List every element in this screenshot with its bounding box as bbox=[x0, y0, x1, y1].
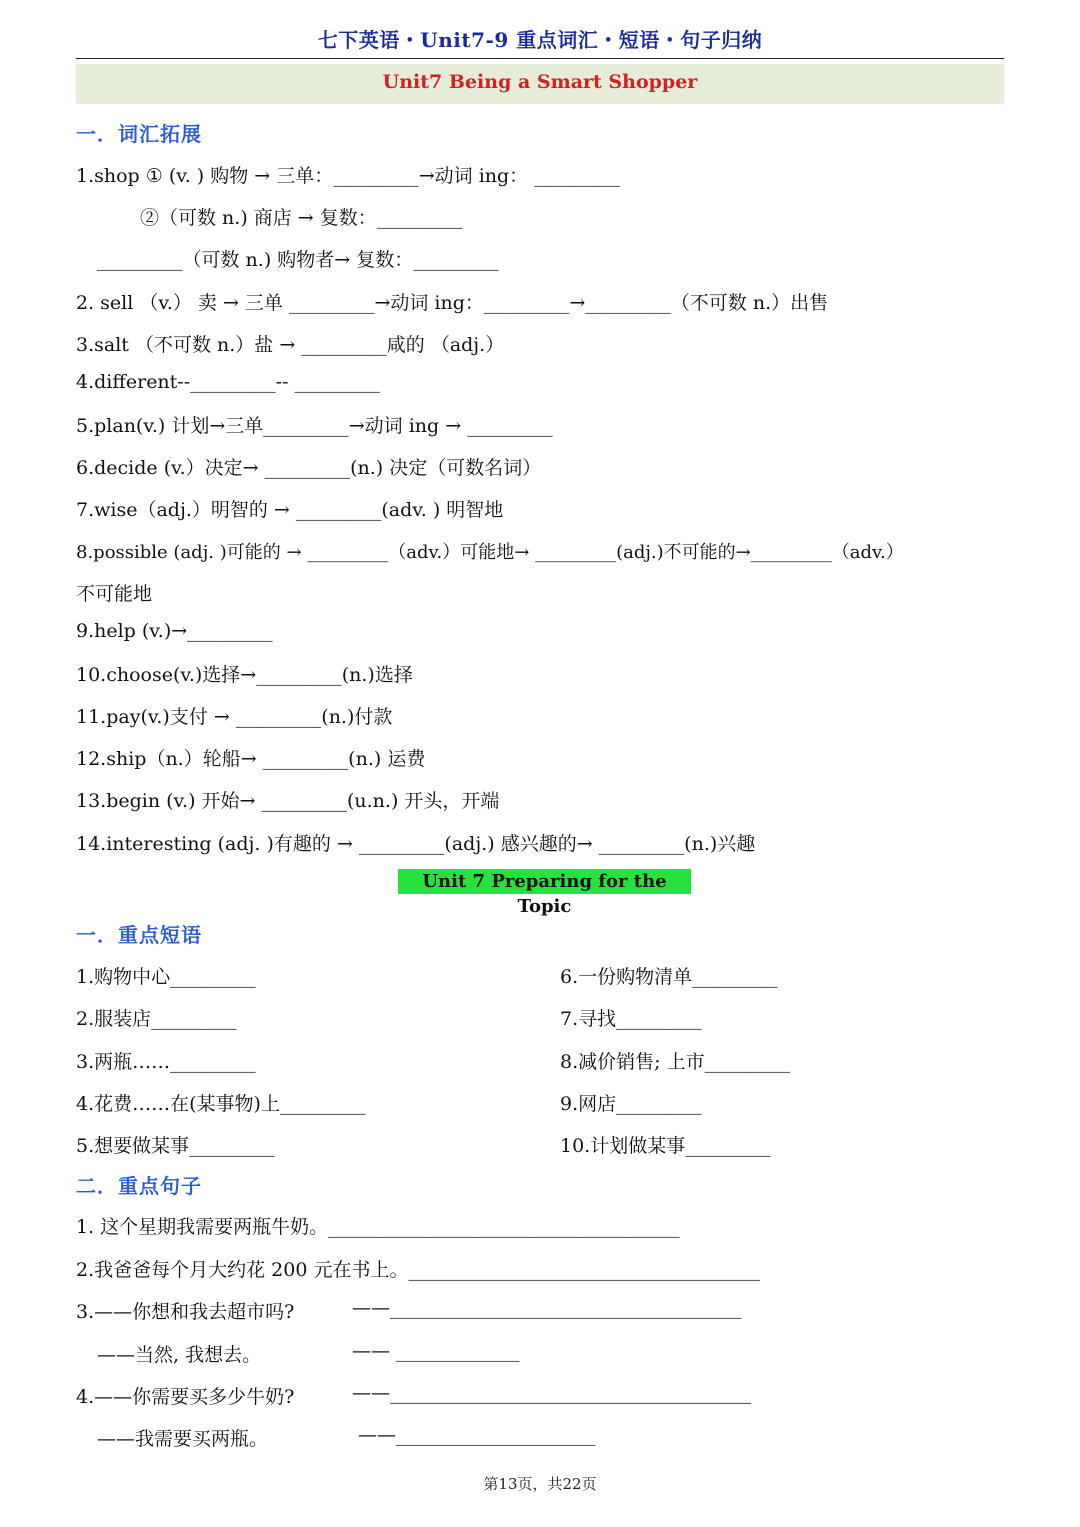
sentence-line: 2.我爸爸每个月大约花 200 元在书上。_____________________________________ bbox=[76, 1259, 760, 1281]
sentences-section-heading: 二．重点句子 bbox=[76, 1174, 202, 1198]
vocab-line: 11.pay(v.)支付 → _________(n.)付款 bbox=[76, 706, 393, 728]
document-title: 七下英语・Unit7-9 重点词汇・短语・句子归纳 bbox=[317, 28, 763, 52]
phrase-item: 8.减价销售; 上市_________ bbox=[560, 1051, 791, 1073]
phrase-item: 7.寻找_________ bbox=[560, 1008, 702, 1030]
answer-line: —— _____________ bbox=[352, 1340, 520, 1362]
header-divider bbox=[76, 58, 1004, 59]
page-number: 第13页，共22页 bbox=[483, 1475, 597, 1493]
answer-line: ——______________________________________ bbox=[352, 1382, 751, 1404]
vocab-line: 12.ship（n.）轮船→ _________(n.) 运费 bbox=[76, 748, 426, 770]
vocab-line: 14.interesting (adj. )有趣的 → _________(adj.) 感兴趣的→ _________(n.)兴趣 bbox=[76, 833, 756, 855]
vocab-line: 不可能地 bbox=[76, 583, 153, 605]
vocab-line: 8.possible (adj. )可能的 → _________（adv.）可能地→ _________(adj.)不可能的→_________（adv.） bbox=[76, 542, 904, 563]
sentence-line: 1. 这个星期我需要两瓶牛奶。_____________________________________ bbox=[76, 1216, 680, 1238]
phrase-item: 4.花费……在(某事物)上_________ bbox=[76, 1093, 366, 1115]
vocab-line: 2. sell （v.） 卖 → 三单 _________→动词 ing：_________→_________（不可数 n.）出售 bbox=[76, 292, 829, 314]
phrase-item: 5.想要做某事_________ bbox=[76, 1135, 275, 1157]
vocab-line: 5.plan(v.) 计划→三单_________→动词 ing → _________ bbox=[76, 415, 553, 437]
vocab-line: 13.begin (v.) 开始→ _________(u.n.) 开头，开端 bbox=[76, 790, 500, 812]
sentence-line: 3.——你想和我去超市吗? bbox=[76, 1301, 295, 1323]
phrase-item: 2.服装店_________ bbox=[76, 1008, 237, 1030]
sentence-line: ——当然, 我想去。 bbox=[97, 1344, 262, 1366]
phrase-item: 10.计划做某事_________ bbox=[560, 1135, 771, 1157]
phrase-item: 3.两瓶……_________ bbox=[76, 1051, 256, 1073]
phrases-section-heading: 一．重点短语 bbox=[76, 923, 202, 947]
vocab-line: _________（可数 n.) 购物者→ 复数：_________ bbox=[97, 249, 499, 271]
sentence-line: ——我需要买两瓶。 bbox=[97, 1428, 269, 1450]
phrase-item: 1.购物中心_________ bbox=[76, 966, 256, 988]
vocab-line: 1.shop ① (v. ) 购物 → 三单：_________→动词 ing： _________ bbox=[76, 165, 620, 187]
answer-line: ——_____________________________________ bbox=[352, 1297, 742, 1319]
phrase-item: 6.一份购物清单_________ bbox=[560, 966, 778, 988]
vocab-line: 4.different--_________-- _________ bbox=[76, 371, 381, 393]
vocab-line: 3.salt （不可数 n.）盐 → _________咸的 （adj.） bbox=[76, 334, 505, 356]
answer-line: ——_____________________ bbox=[358, 1424, 596, 1446]
vocab-line: ②（可数 n.) 商店 → 复数：_________ bbox=[140, 207, 463, 229]
vocab-line: 9.help (v.)→_________ bbox=[76, 620, 273, 642]
vocab-line: 6.decide (v.）决定→ _________(n.) 决定（可数名词） bbox=[76, 457, 542, 479]
vocab-section-heading: 一．词汇拓展 bbox=[76, 122, 202, 146]
vocab-line: 10.choose(v.)选择→_________(n.)选择 bbox=[76, 664, 413, 686]
phrase-item: 9.网店_________ bbox=[560, 1093, 702, 1115]
sentence-line: 4.——你需要买多少牛奶? bbox=[76, 1386, 295, 1408]
unit-banner: Unit7 Being a Smart Shopper bbox=[76, 64, 1004, 104]
topic-banner: Unit 7 Preparing for the Topic bbox=[398, 869, 691, 894]
vocab-line: 7.wise（adj.）明智的 → _________(adv. ) 明智地 bbox=[76, 499, 504, 521]
